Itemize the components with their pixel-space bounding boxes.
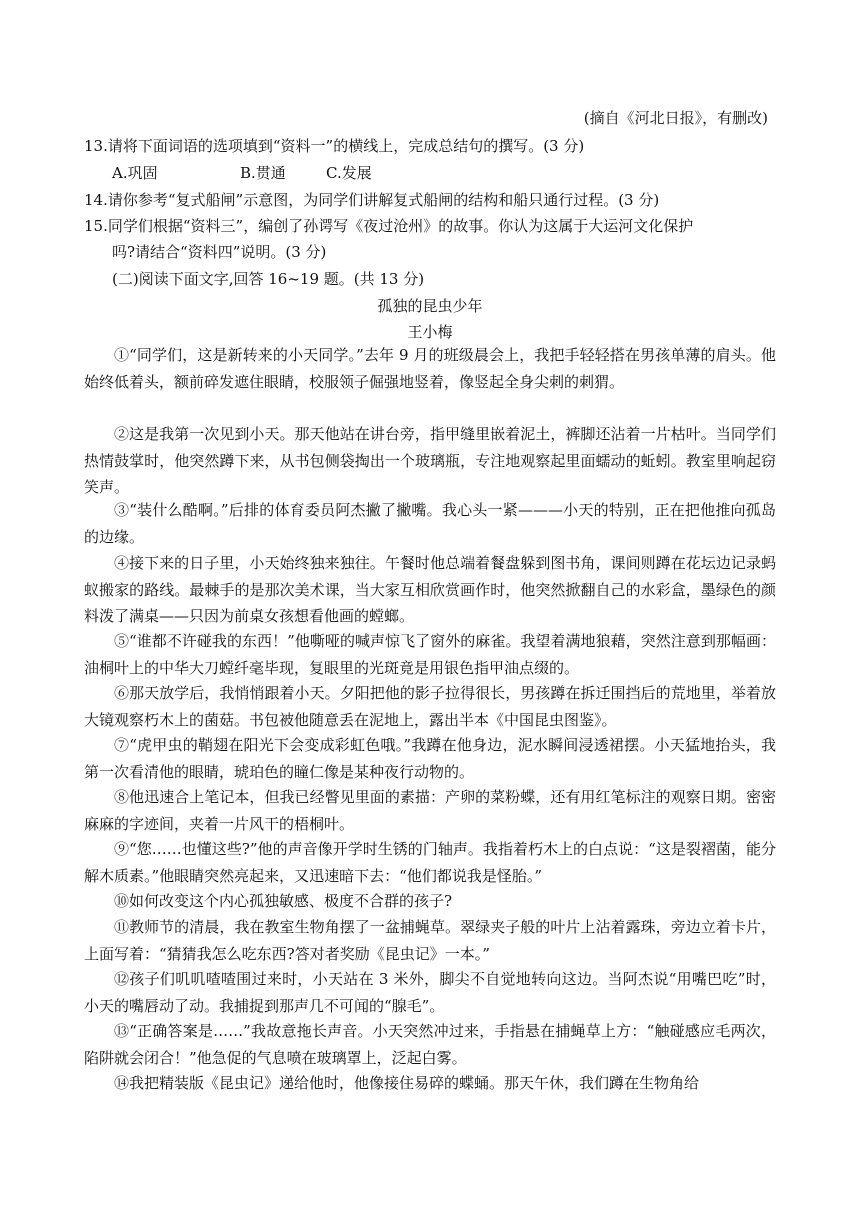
option-c: C.发展 xyxy=(326,164,372,182)
paragraph-11: ⑪教师节的清晨，我在教室生物角摆了一盆捕蝇草。翠绿夹子般的叶片上沾着露珠，旁边立着卡片，上面写着：“猜猜我怎么吃东西?答对者奖励《昆虫记》一本。” xyxy=(84,918,776,963)
paragraph-8: ⑧他迅速合上笔记本，但我已经瞥见里面的素描：产卵的菜粉蝶，还有用红笔标注的观察日期。密密麻麻的字迹间，夹着一片风干的梧桐叶。 xyxy=(84,788,776,833)
section-heading: (二)阅读下面文字,回答 16~19 题。(共 13 分) xyxy=(112,270,425,288)
question-15-line-1: 15.同学们根据“资料三”，编创了孙谔写《夜过沧州》的故事。你认为这属于大运河文化保护 xyxy=(84,217,694,235)
paragraph-6: ⑥那天放学后，我悄悄跟着小天。夕阳把他的影子拉得很长，男孩蹲在拆迁围挡后的荒地里，举着放大镜观察朽木上的菌菇。书包被他随意丢在泥地上，露出半本《中国昆虫图鉴》。 xyxy=(84,684,776,729)
option-a: A.巩固 xyxy=(112,164,158,182)
paragraph-10: ⑩如何改变这个内心孤独敏感、极度不合群的孩子? xyxy=(114,892,453,910)
paragraph-1: ①“同学们，这是新转来的小天同学。”去年 9 月的班级晨会上，我把手轻轻搭在男孩单薄的肩头。他始终低着头，额前碎发遮住眼睛，校服领子倔强地竖着，像竖起全身尖刺的刺猬。 xyxy=(84,346,776,391)
source-citation: (摘自《河北日报》，有删改) xyxy=(583,109,768,127)
question-14: 14.请你参考“复式船闸”示意图，为同学们讲解复式船闸的结构和船只通行过程。(3 分) xyxy=(84,191,660,209)
article-author: 王小梅 xyxy=(407,323,453,341)
paragraph-4: ④接下来的日子里，小天始终独来独往。午餐时他总端着餐盘躲到图书角，课间则蹲在花坛边记录蚂蚁搬家的路线。最棘手的是那次美术课，当大家互相欣赏画作时，他突然掀翻自己的水彩盒，墨绿色的颜料泼了满桌——只因为前桌女孩想看他画的螳螂。 xyxy=(84,554,776,625)
question-15-line-2: 吗?请结合“资料四”说明。(3 分) xyxy=(112,243,327,261)
question-13: 13.请将下面词语的选项填到“资料一”的横线上，完成总结句的撰写。(3 分) xyxy=(84,137,585,155)
paragraph-5: ⑤“谁都不许碰我的东西！”他嘶哑的喊声惊飞了窗外的麻雀。我望着满地狼藉，突然注意到那幅画：油桐叶上的中华大刀螳纤毫毕现，复眼里的光斑竟是用银色指甲油点缀的。 xyxy=(84,632,776,677)
paragraph-2: ②这是我第一次见到小天。那天他站在讲台旁，指甲缝里嵌着泥土，裤脚还沾着一片枯叶。当同学们热情鼓掌时，他突然蹲下来，从书包侧袋掏出一个玻璃瓶，专注地观察起里面蠕动的蚯蚓。教室里响起窃笑声。 xyxy=(84,425,776,496)
question-13-options xyxy=(112,163,372,183)
paragraph-3: ③“装什么酷啊。”后排的体育委员阿杰撇了撇嘴。我心头一紧———小天的特别，正在把他推向孤岛的边缘。 xyxy=(84,501,776,546)
article-title: 孤独的昆虫少年 xyxy=(377,297,483,315)
option-b: B.贯通 xyxy=(240,164,286,182)
paragraph-9: ⑨“您……也懂这些?”他的声音像开学时生锈的门轴声。我指着朽木上的白点说：“这是裂褶菌，能分解木质素。”他眼睛突然亮起来，又迅速暗下去：“他们都说我是怪胎。” xyxy=(84,840,776,885)
paragraph-14: ⑭我把精装版《昆虫记》递给他时，他像接住易碎的蝶蛹。那天午休，我们蹲在生物角给 xyxy=(114,1074,700,1092)
paragraph-13: ⑬“正确答案是……”我故意拖长声音。小天突然冲过来，手指悬在捕蝇草上方：“触碰感应毛两次，陷阱就会闭合！”他急促的气息喷在玻璃罩上，泛起白雾。 xyxy=(84,1022,776,1067)
paragraph-7: ⑦“虎甲虫的鞘翅在阳光下会变成彩虹色哦。”我蹲在他身边，泥水瞬间浸透裙摆。小天猛地抬头，我第一次看清他的眼睛，琥珀色的瞳仁像是某种夜行动物的。 xyxy=(84,736,776,781)
paragraph-12: ⑫孩子们叽叽喳喳围过来时，小天站在 3 米外，脚尖不自觉地转向这边。当阿杰说“用嘴巴吃”时，小天的嘴唇动了动。我捕捉到那声几不可闻的“腺毛”。 xyxy=(84,970,776,1015)
